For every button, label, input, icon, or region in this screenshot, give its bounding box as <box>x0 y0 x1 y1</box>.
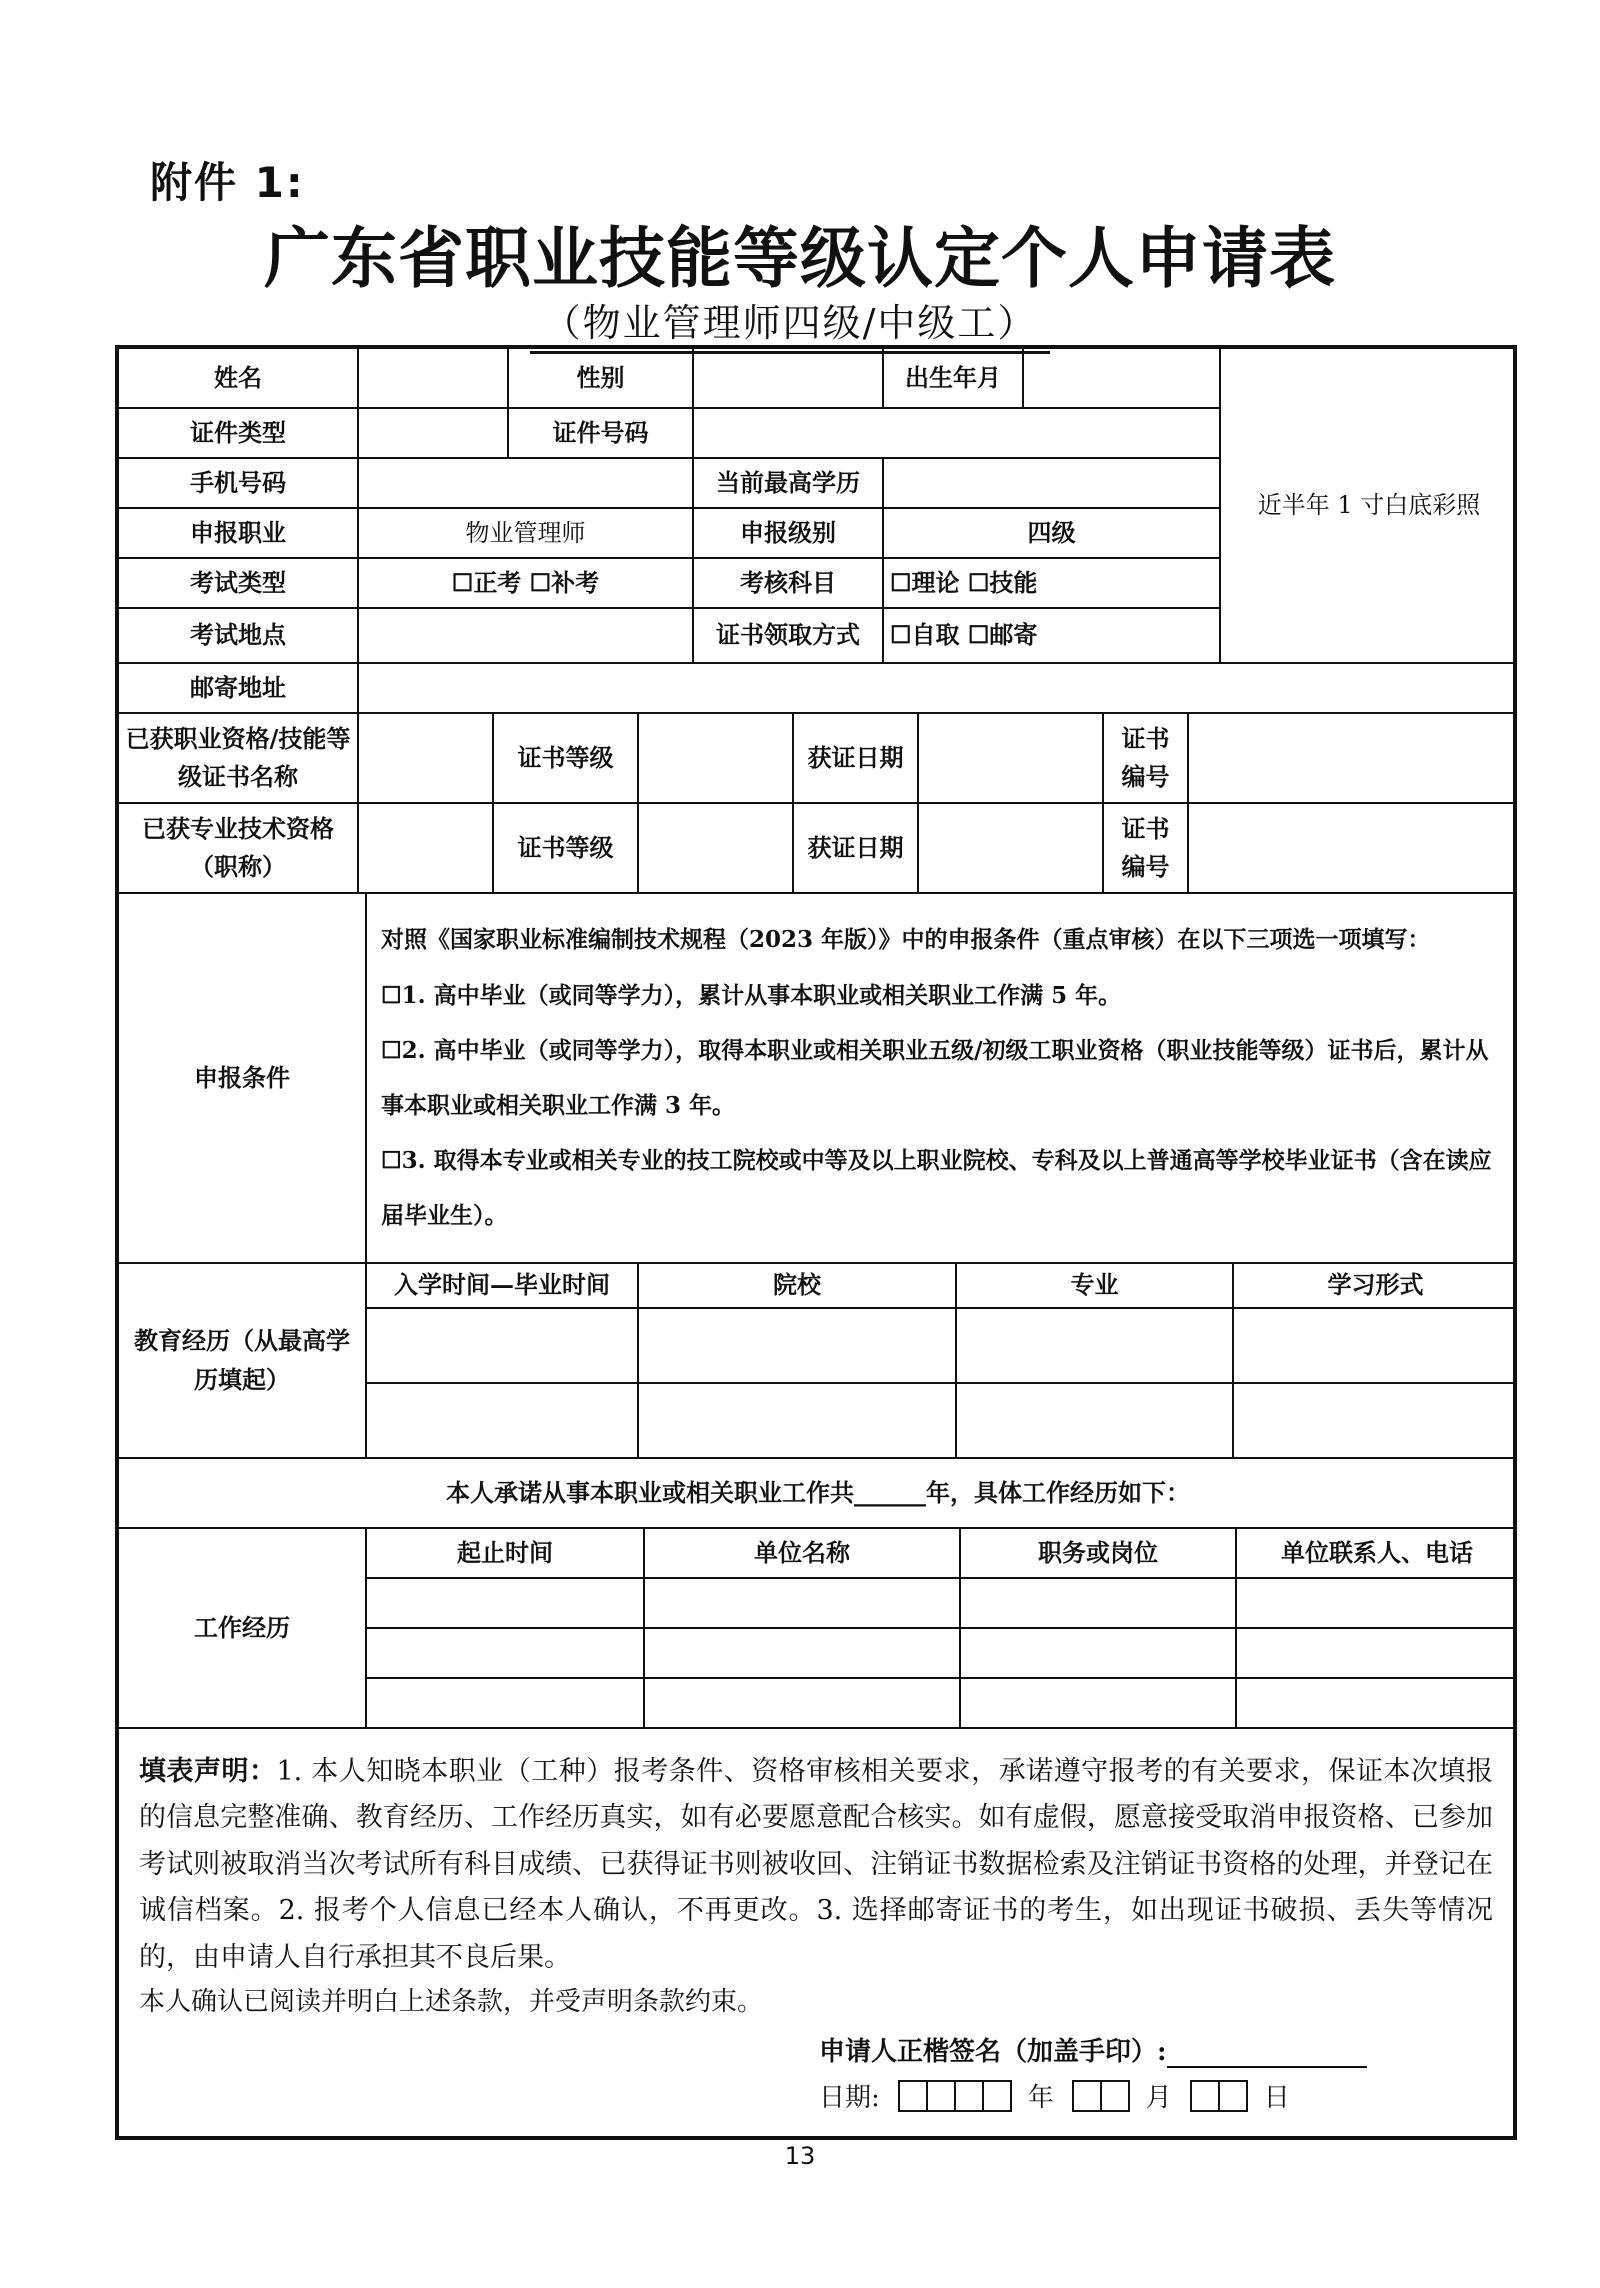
condition-option-2[interactable]: ☐2. 高中毕业（或同等学力），取得本职业或相关职业五级/初级工职业资格（职业技能等级）证书后，累计从事本职业或相关职业工作满 3 年。 <box>381 1036 1489 1119</box>
exam-type-options[interactable]: ☐正考 ☐补考 <box>359 559 694 609</box>
month-digit-box[interactable] <box>1100 2080 1130 2112</box>
name-label: 姓名 <box>119 349 359 409</box>
prof-cert-level-field[interactable] <box>639 804 794 894</box>
year-digit-box[interactable] <box>982 2080 1012 2112</box>
work-col-position: 职务或岗位 <box>961 1529 1237 1579</box>
cert-method-options[interactable]: ☐自取 ☐邮寄 <box>884 609 1221 664</box>
phone-label: 手机号码 <box>119 459 359 509</box>
edu-col-period: 入学时间—毕业时间 <box>367 1264 639 1309</box>
edu-row-1-school[interactable] <box>639 1309 957 1384</box>
edu-row-2-mode[interactable] <box>1234 1384 1517 1459</box>
education-field[interactable] <box>884 459 1221 509</box>
work-col-period: 起止时间 <box>367 1529 645 1579</box>
prof-cert-level-label: 证书等级 <box>494 804 639 894</box>
date-row <box>819 2077 1290 2114</box>
work-row-1-period[interactable] <box>367 1579 645 1629</box>
month-digit-box[interactable] <box>1072 2080 1102 2112</box>
edu-row-2-period[interactable] <box>367 1384 639 1459</box>
declaration-body: 1. 本人知晓本职业（工种）报考条件、资格审核相关要求，承诺遵守报考的有关要求，保证本次填报的信息完整准确、教育经历、工作经历真实，如有必要愿意配合核实。如有虚假，愿意接受取消申报资格、已参加考试则被取消当次考试所有科目成绩、已获得证书则被收回、注销证书数据检索及注销证书资格的处理，并登记在诚信档案。2. 报考个人信息已经本人确认，不再更改。3. 选择邮寄证书的考生，如出现证书破损、丢失等情况的，由申请人自行承担其不良后果。 <box>139 1756 1494 1973</box>
qual-cert-name-field[interactable] <box>359 714 494 804</box>
condition-option-3[interactable]: ☐3. 取得本专业或相关专业的技工院校或中等及以上职业院校、专科及以上普通高等学校毕业证书（含在读应届毕业生）。 <box>381 1147 1492 1230</box>
edu-row-2-major[interactable] <box>957 1384 1234 1459</box>
prof-cert-date-field[interactable] <box>919 804 1104 894</box>
work-row-3-period[interactable] <box>367 1679 645 1729</box>
date-label: 日期: <box>819 2083 880 2113</box>
page-title: 广东省职业技能等级认定个人申请表 <box>264 220 1336 297</box>
edu-row-1-mode[interactable] <box>1234 1309 1517 1384</box>
edu-col-mode: 学习形式 <box>1234 1264 1517 1309</box>
qual-cert-no-field[interactable] <box>1189 714 1517 804</box>
name-field[interactable] <box>359 349 509 409</box>
day-label: 日 <box>1263 2083 1290 2113</box>
id-number-field[interactable] <box>694 409 1221 459</box>
prof-cert-no-label: 证书编号 <box>1104 804 1189 894</box>
level-value[interactable]: 四级 <box>884 509 1221 559</box>
prof-title-name-field[interactable] <box>359 804 494 894</box>
conditions-intro: 对照《国家职业标准编制技术规程（2023 年版）》中的申报条件（重点审核）在以下三项选一项填写： <box>381 926 1431 954</box>
subjects-label: 考核科目 <box>694 559 884 609</box>
signature-field[interactable] <box>1167 2040 1367 2068</box>
work-history-label: 工作经历 <box>119 1529 367 1729</box>
work-row-2-period[interactable] <box>367 1629 645 1679</box>
qual-cert-date-field[interactable] <box>919 714 1104 804</box>
conditions-section <box>367 894 1517 1264</box>
occupation-value[interactable]: 物业管理师 <box>359 509 694 559</box>
work-row-3-employer[interactable] <box>645 1679 961 1729</box>
photo-box[interactable]: 近半年 1 寸白底彩照 <box>1221 349 1517 664</box>
year-label: 年 <box>1027 2083 1054 2113</box>
conditions-label: 申报条件 <box>119 894 367 1264</box>
work-col-contact: 单位联系人、电话 <box>1237 1529 1517 1579</box>
signature-label: 申请人正楷签名（加盖手印）: <box>819 2037 1167 2067</box>
birth-label: 出生年月 <box>884 349 1024 409</box>
birth-field[interactable] <box>1024 349 1221 409</box>
gender-field[interactable] <box>694 349 884 409</box>
signature-row <box>819 2031 1367 2068</box>
work-row-1-position[interactable] <box>961 1579 1237 1629</box>
page-subtitle: （物业管理师四级/中级工） <box>530 292 1050 354</box>
education-label: 当前最高学历 <box>694 459 884 509</box>
year-digit-box[interactable] <box>954 2080 984 2112</box>
id-type-label: 证件类型 <box>119 409 359 459</box>
cert-method-label: 证书领取方式 <box>694 609 884 664</box>
exam-type-label: 考试类型 <box>119 559 359 609</box>
edu-row-1-major[interactable] <box>957 1309 1234 1384</box>
mail-address-field[interactable] <box>359 664 1517 714</box>
condition-option-1[interactable]: ☐1. 高中毕业（或同等学力），累计从事本职业或相关职业工作满 5 年。 <box>381 981 1122 1009</box>
year-digit-box[interactable] <box>898 2080 928 2112</box>
id-number-label: 证件号码 <box>509 409 694 459</box>
declaration-confirm: 本人确认已阅读并明白上述条款，并受声明条款约束。 <box>139 1987 764 2017</box>
prof-title-label: 已获专业技术资格（职称） <box>119 804 359 894</box>
work-row-2-position[interactable] <box>961 1629 1237 1679</box>
qual-cert-no-label: 证书编号 <box>1104 714 1189 804</box>
exam-place-field[interactable] <box>359 609 694 664</box>
qual-cert-level-label: 证书等级 <box>494 714 639 804</box>
year-digit-box[interactable] <box>926 2080 956 2112</box>
qual-cert-label: 已获职业资格/技能等级证书名称 <box>119 714 359 804</box>
exam-place-label: 考试地点 <box>119 609 359 664</box>
mail-address-label: 邮寄地址 <box>119 664 359 714</box>
work-row-3-contact[interactable] <box>1237 1679 1517 1729</box>
work-row-3-position[interactable] <box>961 1679 1237 1729</box>
edu-col-school: 院校 <box>639 1264 957 1309</box>
work-years-promise[interactable]: 本人承诺从事本职业或相关职业工作共______年，具体工作经历如下： <box>119 1459 1517 1529</box>
day-digit-box[interactable] <box>1190 2080 1220 2112</box>
declaration-text <box>139 1749 1493 1981</box>
day-digit-box[interactable] <box>1218 2080 1248 2112</box>
edu-row-1-period[interactable] <box>367 1309 639 1384</box>
attachment-label: 附件 1: <box>150 158 305 207</box>
qual-cert-date-label: 获证日期 <box>794 714 919 804</box>
prof-cert-date-label: 获证日期 <box>794 804 919 894</box>
id-type-field[interactable] <box>359 409 509 459</box>
work-row-2-contact[interactable] <box>1237 1629 1517 1679</box>
occupation-label: 申报职业 <box>119 509 359 559</box>
work-col-employer: 单位名称 <box>645 1529 961 1579</box>
edu-col-major: 专业 <box>957 1264 1234 1309</box>
work-row-1-employer[interactable] <box>645 1579 961 1629</box>
phone-field[interactable] <box>359 459 694 509</box>
declaration-lead: 填表声明： <box>139 1756 277 1787</box>
subjects-options[interactable]: ☐理论 ☐技能 <box>884 559 1221 609</box>
qual-cert-level-field[interactable] <box>639 714 794 804</box>
page-number: 13 <box>784 2142 816 2170</box>
prof-cert-no-field[interactable] <box>1189 804 1517 894</box>
work-row-2-employer[interactable] <box>645 1629 961 1679</box>
month-label: 月 <box>1145 2083 1172 2113</box>
application-form <box>115 345 1517 2140</box>
work-row-1-contact[interactable] <box>1237 1579 1517 1629</box>
gender-label: 性别 <box>509 349 694 409</box>
level-label: 申报级别 <box>694 509 884 559</box>
edu-row-2-school[interactable] <box>639 1384 957 1459</box>
education-history-label: 教育经历（从最高学历填起） <box>119 1264 367 1459</box>
